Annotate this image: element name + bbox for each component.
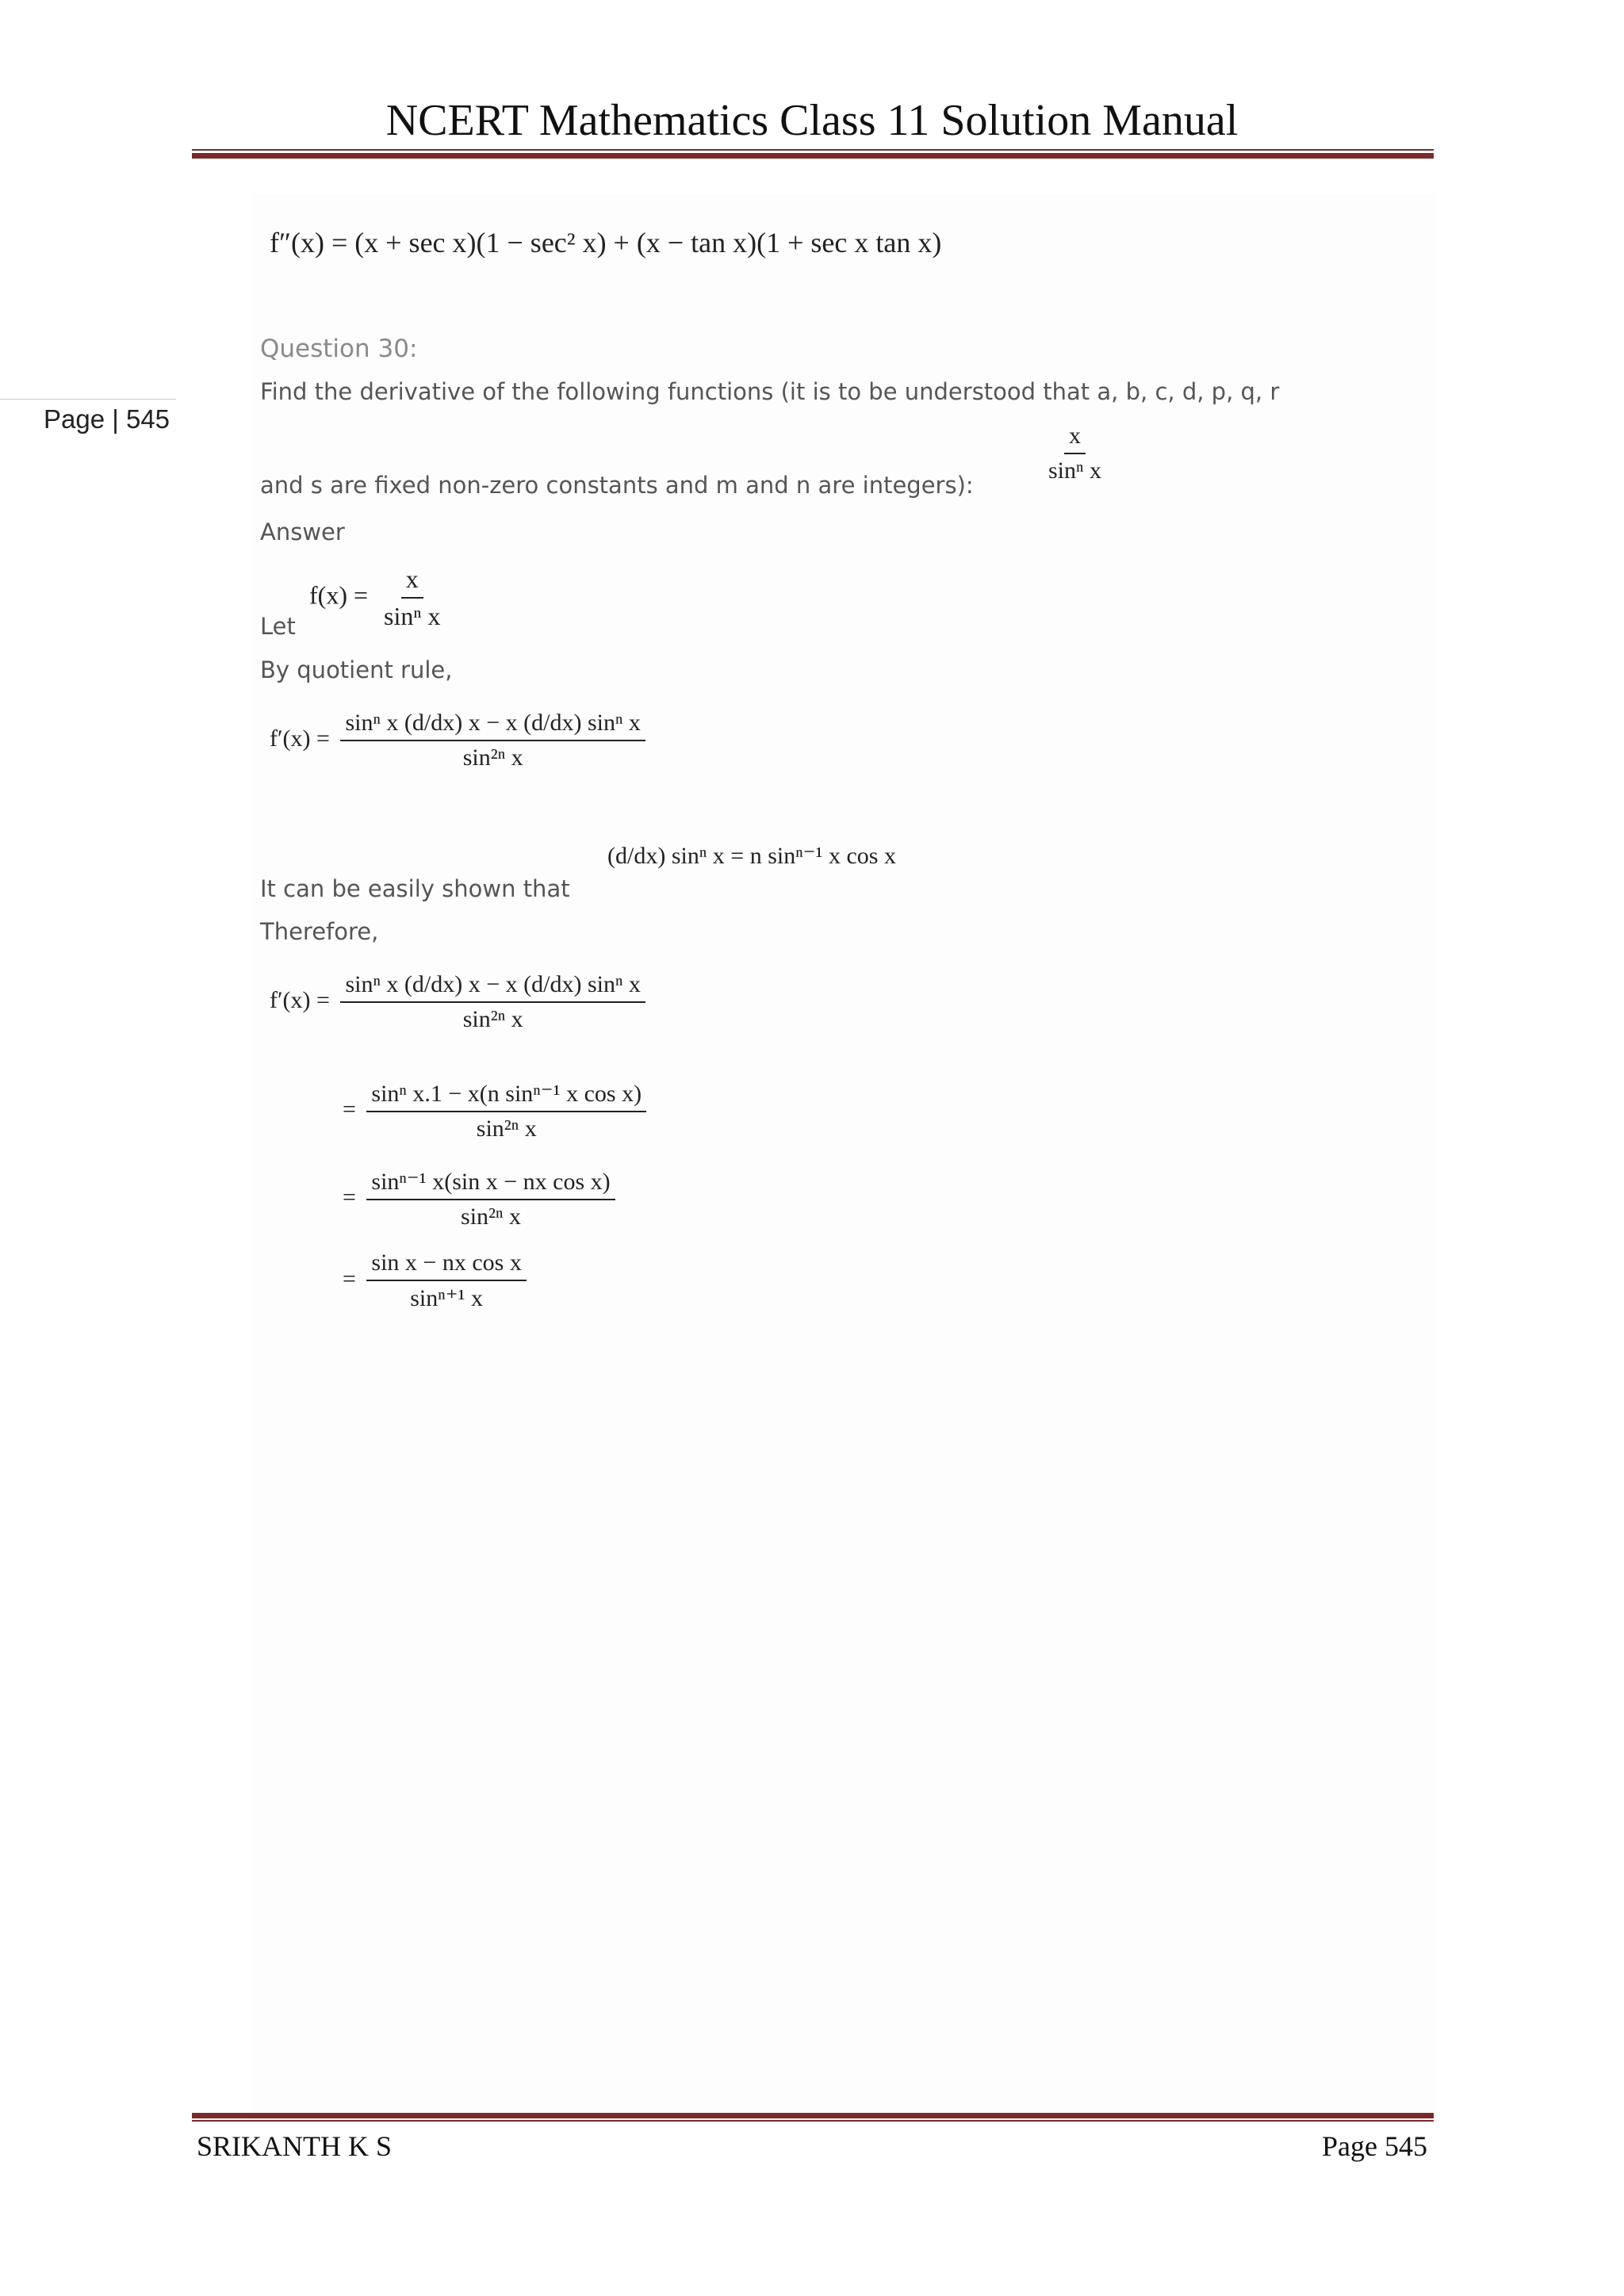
step2-numerator: sinⁿ⁻¹ x(sin x − nx cos x) xyxy=(366,1168,615,1200)
quotient-rule-numerator: sinⁿ x (d/dx) x − x (d/dx) sinⁿ x xyxy=(340,710,645,741)
final-derivation-step1 xyxy=(343,1080,651,1142)
function-definition-denominator: sinⁿ x xyxy=(384,602,441,630)
question-title: Question 30: xyxy=(260,335,418,363)
step2-equals: = xyxy=(343,1184,356,1211)
final-derivation-lhs: f′(x) = xyxy=(270,986,330,1013)
quotient-rule-lhs: f′(x) = xyxy=(270,725,330,752)
derivative-identity: (d/dx) sinⁿ x = n sinⁿ⁻¹ x cos x xyxy=(607,843,896,869)
step1-equals: = xyxy=(343,1096,356,1123)
therefore-label: Therefore, xyxy=(260,918,379,945)
function-definition xyxy=(309,564,450,631)
quotient-rule-denominator: sin²ⁿ x xyxy=(462,744,523,771)
step3-equals: = xyxy=(343,1265,356,1292)
question-fraction-denominator: sinⁿ x xyxy=(1048,457,1101,484)
page-header-title: NCERT Mathematics Class 11 Solution Manual xyxy=(385,96,1239,145)
header-rule xyxy=(192,153,1434,159)
footer-author: SRIKANTH K S xyxy=(197,2130,393,2162)
footer-page-number: Page 545 xyxy=(1322,2130,1427,2162)
side-divider xyxy=(0,399,176,400)
final-derivation-denominator: sin²ⁿ x xyxy=(462,1006,523,1032)
function-definition-lhs: f(x) = xyxy=(309,580,369,610)
question-function-fraction xyxy=(1039,423,1111,484)
previous-equation xyxy=(270,226,941,259)
final-derivation-line1 xyxy=(270,971,650,1033)
function-definition-numerator: x xyxy=(401,564,423,599)
answer-label: Answer xyxy=(260,519,345,545)
quotient-rule-label: By quotient rule, xyxy=(260,656,453,683)
header-rule-thin xyxy=(192,149,1434,151)
final-derivation-numerator: sinⁿ x (d/dx) x − x (d/dx) sinⁿ x xyxy=(340,971,645,1003)
step1-denominator: sin²ⁿ x xyxy=(476,1115,537,1142)
shown-label: It can be easily shown that xyxy=(260,875,570,902)
previous-equation-rhs: (x + sec x)(1 − sec² x) + (x − tan x)(1 + sec x tan x) xyxy=(354,227,942,258)
final-derivation-step2 xyxy=(343,1168,620,1230)
question-text-line1: Find the derivative of the following functions (it is to be understood that a, b, c, d, p, q, r xyxy=(260,378,1280,405)
final-derivation-step3 xyxy=(343,1249,531,1312)
quotient-rule-equation xyxy=(270,710,650,771)
question-text-line2: and s are fixed non-zero constants and m and n are integers): xyxy=(260,472,974,499)
footer-rule-thin xyxy=(192,2120,1434,2122)
step2-denominator: sin²ⁿ x xyxy=(461,1203,521,1230)
step1-numerator: sinⁿ x.1 − x(n sinⁿ⁻¹ x cos x) xyxy=(366,1080,646,1112)
let-label: Let xyxy=(260,613,296,640)
step3-numerator: sin x − nx cos x xyxy=(366,1249,526,1281)
step3-denominator: sinⁿ⁺¹ x xyxy=(410,1285,484,1311)
footer-rule xyxy=(192,2113,1434,2118)
previous-equation-lhs: f″(x) = xyxy=(270,227,355,258)
side-page-number: Page | 545 xyxy=(44,404,170,434)
question-fraction-numerator: x xyxy=(1064,423,1086,454)
